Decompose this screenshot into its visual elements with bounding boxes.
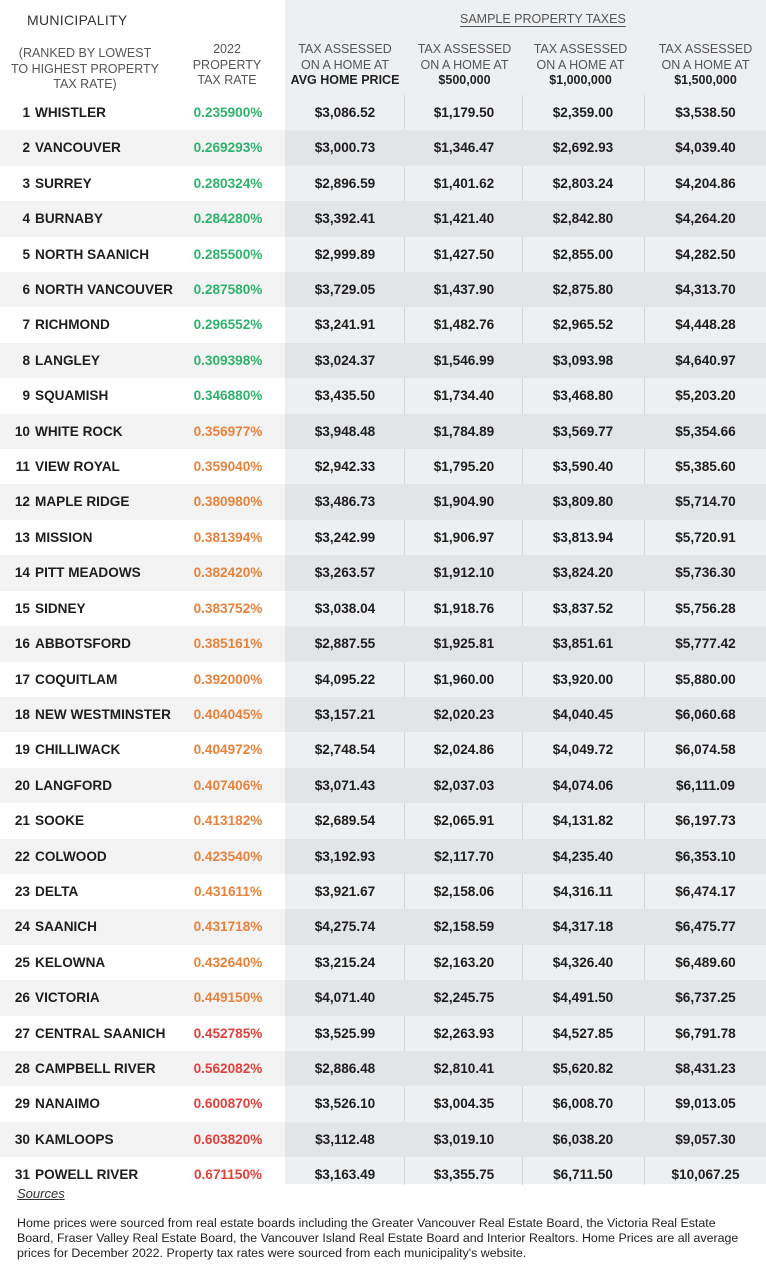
tax-500k-cell: $1,912.10 [433,565,495,581]
table-row [0,343,766,378]
tax-1m-cell: $5,620.82 [552,1060,614,1076]
tax-1-5m-cell: $5,714.70 [675,494,736,510]
tax-500k-cell: $1,960.00 [433,671,495,687]
municipality-cell: DELTA [35,883,79,899]
tax-rate-cell: 0.380980% [193,494,263,510]
table-row [0,768,766,803]
municipality-cell: WHISTLER [35,105,106,120]
avg-tax-cell: $3,263.57 [314,565,376,581]
tax-rate-cell: 0.423540% [193,848,263,864]
tax-1-5m-cell: $6,060.68 [675,706,736,722]
tax-1m-cell: $6,711.50 [553,1167,613,1183]
avg-tax-cell: $3,526.10 [314,1096,376,1112]
municipality-cell: WHITE ROCK [35,423,123,439]
tax-rate-cell: 0.431611% [193,883,263,899]
tax-1m-cell: $2,855.00 [552,246,614,262]
tax-1m-cell: $2,842.80 [552,211,614,227]
tax-rate-cell: 0.383752% [193,600,263,616]
rank-cell: 29 [14,1096,30,1112]
tax-1-5m-cell: $6,074.58 [675,742,736,758]
tax-1m-cell: $6,008.70 [552,1096,614,1112]
avg-tax-cell: $3,435.50 [314,388,376,404]
tax-1-5m-cell: $6,737.25 [675,990,736,1006]
table-row [0,874,766,909]
tax-1-5m-cell: $6,474.17 [675,883,736,899]
tax-1m-cell: $2,965.52 [552,317,614,333]
tax-rate-cell: 0.600870% [193,1096,263,1112]
table-row [0,555,766,590]
tax-500k-cell: $1,906.97 [433,529,495,545]
tax-500k-cell: $2,163.20 [433,954,495,970]
tax-1m-cell: $3,809.80 [552,494,614,510]
municipality-cell: LANGLEY [35,352,100,368]
table-row [0,980,766,1015]
table-row [0,95,766,130]
tax-rate-cell: 0.382420% [193,565,263,581]
rank-cell: 16 [14,636,30,652]
municipality-cell: PITT MEADOWS [35,565,141,581]
tax-rate-cell: 0.562082% [193,1060,263,1076]
avg-tax-cell: $3,729.05 [314,282,376,298]
tax-1-5m-cell: $4,264.20 [675,211,736,227]
tax-1m-cell: $4,131.82 [552,813,614,829]
rank-cell: 24 [14,919,30,935]
table-row [0,803,766,838]
tax-1m-cell: $3,093.98 [552,352,614,368]
tax-500k-cell: $2,263.93 [433,1025,495,1041]
tax-1-5m-cell: $5,880.00 [675,671,736,687]
municipality-cell: NORTH SAANICH [35,246,150,262]
tax-1-5m-cell: $6,353.10 [675,848,736,864]
tax-1m-cell: $3,468.80 [552,388,614,404]
tax-1m-cell: $2,803.24 [552,175,614,191]
tax-500k-cell: $2,810.41 [433,1060,495,1076]
tax-1-5m-cell: $5,203.20 [675,388,736,404]
rank-note-header: (RANKED BY LOWEST TO HIGHEST PROPERTY TAX RATE) [11,46,159,91]
tax-rate-cell: 0.671150% [193,1167,263,1183]
municipality-cell: BURNABY [35,211,103,227]
municipality-cell: VICTORIA [35,990,100,1006]
rank-cell: 10 [14,423,30,439]
tax-1-5m-cell: $3,538.50 [675,105,736,120]
avg-tax-cell: $3,038.04 [314,600,376,616]
rank-cell: 4 [22,211,30,227]
municipality-cell: VANCOUVER [35,140,121,156]
avg-tax-cell: $3,163.49 [314,1167,376,1183]
tax-rate-cell: 0.407406% [193,777,263,793]
tax-1-5m-cell: $4,039.40 [675,140,736,156]
tax-rate-cell: 0.356977% [193,423,263,439]
tax-1m-cell: $6,038.20 [552,1131,614,1147]
tax-1-5m-cell: $5,354.66 [675,423,736,439]
rank-cell: 12 [14,494,30,510]
tax-500k-cell: $1,918.76 [433,600,495,616]
tax-rate-cell: 0.413182% [193,813,263,829]
table-row [0,520,766,555]
avg-tax-cell: $3,157.21 [314,706,376,722]
tax-1m-cell: $4,491.50 [552,990,614,1006]
tax-500k-cell: $2,020.23 [433,706,495,722]
rank-cell: 27 [14,1025,30,1041]
table-row [0,662,766,697]
tax-1-5m-cell: $4,448.28 [675,317,736,333]
table-row [0,1051,766,1086]
avg-price-header: TAX ASSESSED ON A HOME AT AVG HOME PRICE [290,42,400,87]
tax-1-5m-cell: $9,013.05 [675,1096,736,1112]
table-row [0,1122,766,1157]
table-row [0,909,766,944]
tax-1-5m-cell: $5,736.30 [675,565,736,581]
rank-cell: 28 [14,1060,30,1076]
avg-tax-cell: $3,392.41 [314,211,376,227]
avg-tax-cell: $3,086.52 [314,105,376,120]
rank-cell: 30 [14,1131,30,1147]
tax-1-5m-cell: $5,720.91 [675,529,736,545]
tax-500k-cell: $2,037.03 [433,777,495,793]
municipality-cell: CENTRAL SAANICH [35,1025,166,1041]
tax-1m-cell: $4,040.45 [552,706,614,722]
table-row [0,1157,766,1192]
avg-tax-cell: $3,192.93 [314,848,376,864]
tax-rate-cell: 0.287580% [193,282,263,298]
tax-1m-cell: $3,813.94 [552,529,614,545]
rank-cell: 19 [14,742,30,758]
rank-cell: 15 [14,600,30,616]
500k-header: TAX ASSESSED ON A HOME AT $500,000 [417,42,512,87]
municipality-cell: CHILLIWACK [35,742,121,758]
tax-1-5m-cell: $5,777.42 [675,636,736,652]
table-row [0,945,766,980]
tax-rate-cell: 0.346880% [193,388,263,404]
avg-tax-cell: $2,999.89 [314,246,376,262]
tax-1-5m-cell: $6,111.09 [676,777,735,793]
tax-1m-cell: $2,692.93 [552,140,614,156]
tax-1m-cell: $4,326.40 [552,954,614,970]
rank-cell: 13 [14,529,30,545]
tax-1m-cell: $2,359.00 [552,105,614,120]
avg-tax-cell: $3,024.37 [314,352,376,368]
municipality-cell: CAMPBELL RIVER [35,1060,156,1076]
avg-tax-cell: $3,241.91 [314,317,376,333]
rank-cell: 22 [14,848,30,864]
tax-1-5m-cell: $5,756.28 [675,600,736,616]
municipality-cell: KAMLOOPS [35,1131,114,1147]
municipality-cell: COQUITLAM [35,671,118,687]
municipality-cell: SIDNEY [35,600,86,616]
table-row [0,449,766,484]
municipality-cell: MAPLE RIDGE [35,494,130,510]
table-row [0,201,766,236]
municipality-cell: ABBOTSFORD [35,636,131,652]
sources-link[interactable]: Sources [17,1186,65,1201]
avg-tax-cell: $2,887.55 [314,636,376,652]
rank-cell: 21 [14,813,30,829]
tax-rate-cell: 0.404045% [193,706,263,722]
avg-tax-cell: $3,242.99 [314,529,376,545]
table-body [0,95,766,1193]
rank-cell: 9 [22,388,30,404]
tax-1m-cell: $4,074.06 [552,777,614,793]
municipality-cell: VIEW ROYAL [35,459,120,475]
table-row [0,237,766,272]
rank-cell: 25 [14,954,30,970]
table-row [0,130,766,165]
tax-rate-cell: 0.385161% [193,636,263,652]
sample-taxes-header: SAMPLE PROPERTY TAXES [460,12,626,26]
rank-cell: 14 [14,565,30,581]
tax-500k-cell: $2,245.75 [433,990,495,1006]
tax-500k-cell: $3,355.75 [433,1167,495,1183]
municipality-cell: LANGFORD [35,777,113,793]
tax-1-5m-cell: $4,640.97 [675,352,736,368]
tax-1-5m-cell: $10,067.25 [671,1167,740,1183]
avg-tax-cell: $3,071.43 [314,777,376,793]
tax-1m-cell: $4,235.40 [552,848,614,864]
municipality-cell: COLWOOD [35,848,107,864]
table-row [0,378,766,413]
municipality-header: MUNICIPALITY [27,12,128,28]
avg-tax-cell: $3,525.99 [314,1025,376,1041]
municipality-cell: KELOWNA [35,954,106,970]
tax-500k-cell: $1,421.40 [433,211,495,227]
avg-tax-cell: $3,215.24 [314,954,376,970]
tax-rate-cell: 0.431718% [193,919,263,935]
rank-cell: 11 [15,459,30,475]
tax-1m-cell: $3,590.40 [552,459,614,475]
table-row [0,839,766,874]
tax-1m-cell: $3,920.00 [552,671,614,687]
table-row [0,166,766,201]
tax-500k-cell: $3,004.35 [433,1096,495,1112]
tax-1-5m-cell: $6,791.78 [675,1025,736,1041]
table-row [0,414,766,449]
tax-1m-cell: $3,851.61 [552,636,614,652]
tax-rate-cell: 0.603820% [193,1131,263,1147]
avg-tax-cell: $3,948.48 [314,423,376,439]
avg-tax-cell: $3,921.67 [314,883,376,899]
tax-rate-cell: 0.449150% [193,990,263,1006]
tax-500k-cell: $1,346.47 [433,140,495,156]
tax-rate-cell: 0.296552% [193,317,263,333]
avg-tax-cell: $2,689.54 [314,813,376,829]
tax-rate-cell: 0.284280% [193,211,263,227]
table-row [0,732,766,767]
tax-500k-cell: $1,734.40 [433,388,495,404]
tax-1-5m-cell: $5,385.60 [675,459,736,475]
tax-1-5m-cell: $6,489.60 [675,954,736,970]
municipality-cell: NANAIMO [35,1096,100,1112]
municipality-cell: NEW WESTMINSTER [35,706,171,722]
avg-tax-cell: $3,000.73 [314,140,376,156]
municipality-cell: RICHMOND [35,317,110,333]
tax-rate-cell: 0.432640% [193,954,263,970]
tax-rate-cell: 0.381394% [193,529,263,545]
tax-500k-cell: $1,437.90 [433,282,495,298]
avg-tax-cell: $2,942.33 [314,459,376,475]
tax-rate-header: 2022 PROPERTY TAX RATE [192,42,262,87]
tax-1m-cell: $4,527.85 [552,1025,614,1041]
tax-rate-cell: 0.285500% [193,246,263,262]
tax-1-5m-cell: $6,197.73 [675,813,736,829]
avg-tax-cell: $3,112.48 [315,1131,375,1147]
tax-500k-cell: $2,158.06 [433,883,495,899]
tax-500k-cell: $1,795.20 [433,459,495,475]
table-row [0,272,766,307]
rank-cell: 3 [22,175,30,191]
avg-tax-cell: $4,275.74 [314,919,376,935]
tax-500k-cell: $2,117.70 [434,848,494,864]
municipality-cell: SAANICH [35,919,97,935]
avg-tax-cell: $3,486.73 [314,494,376,510]
avg-tax-cell: $2,896.59 [314,175,376,191]
tax-1m-cell: $4,317.18 [552,919,614,935]
municipality-cell: NORTH VANCOUVER [35,282,173,298]
tax-1m-cell: $4,316.11 [553,883,613,899]
tax-500k-cell: $1,784.89 [433,423,495,439]
municipality-cell: POWELL RIVER [35,1167,139,1183]
1m-header: TAX ASSESSED ON A HOME AT $1,000,000 [533,42,628,87]
tax-1m-cell: $4,049.72 [552,742,614,758]
rank-cell: 26 [14,990,30,1006]
table-row [0,591,766,626]
tax-500k-cell: $1,925.81 [433,636,495,652]
tax-1-5m-cell: $6,475.77 [675,919,736,935]
tax-500k-cell: $2,024.86 [433,742,495,758]
rank-cell: 5 [22,246,30,262]
tax-500k-cell: $1,546.99 [433,352,495,368]
rank-cell: 31 [14,1167,30,1183]
avg-tax-cell: $2,886.48 [314,1060,376,1076]
tax-1-5m-cell: $8,431.23 [675,1060,736,1076]
table-row [0,1016,766,1051]
tax-rate-cell: 0.269293% [193,140,263,156]
rank-cell: 17 [14,671,30,687]
tax-rate-cell: 0.359040% [193,459,263,475]
tax-500k-cell: $1,904.90 [433,494,495,510]
tax-1-5m-cell: $4,204.86 [675,175,736,191]
municipality-cell: SQUAMISH [35,388,109,404]
tax-500k-cell: $1,427.50 [433,246,495,262]
table-row [0,626,766,661]
1-5m-header: TAX ASSESSED ON A HOME AT $1,500,000 [658,42,753,87]
tax-1-5m-cell: $4,313.70 [675,282,736,298]
tax-1-5m-cell: $4,282.50 [675,246,736,262]
rank-cell: 6 [22,282,30,298]
table-row [0,484,766,519]
tax-1m-cell: $3,824.20 [552,565,614,581]
table-row [0,697,766,732]
rank-cell: 8 [22,352,30,368]
tax-1m-cell: $3,569.77 [552,423,614,439]
tax-rate-cell: 0.452785% [193,1025,263,1041]
tax-1m-cell: $2,875.80 [552,282,614,298]
rank-cell: 20 [14,777,30,793]
tax-rate-cell: 0.280324% [193,175,263,191]
sources-note: Home prices were sourced from real estate boards including the Greater Vancouver Real Estate Board, the Victoria Real Estate Board, Fraser Valley Real Estate Board, the Vancouver Island Real Estate Board and Interior Realtors. Home Prices are all average prices for December 2022. Property tax rates were sourced from each municipality's website. [17,1216,739,1261]
tax-500k-cell: $2,158.59 [433,919,495,935]
rank-cell: 1 [22,105,30,120]
tax-rate-cell: 0.309398% [193,352,263,368]
tax-500k-cell: $2,065.91 [433,813,495,829]
table-row [0,1086,766,1121]
table-row [0,307,766,342]
rank-cell: 7 [22,317,30,333]
avg-tax-cell: $4,071.40 [314,990,376,1006]
tax-1-5m-cell: $9,057.30 [675,1131,736,1147]
tax-500k-cell: $1,482.76 [433,317,495,333]
tax-rate-cell: 0.235900% [193,105,263,120]
avg-tax-cell: $2,748.54 [314,742,376,758]
municipality-cell: MISSION [35,529,93,545]
tax-500k-cell: $1,179.50 [433,105,495,120]
rank-cell: 2 [22,140,30,156]
rank-cell: 23 [14,883,30,899]
avg-tax-cell: $4,095.22 [314,671,376,687]
tax-500k-cell: $1,401.62 [433,175,495,191]
municipality-cell: SURREY [35,175,92,191]
rank-cell: 18 [14,706,30,722]
tax-rate-cell: 0.392000% [193,671,263,687]
municipality-cell: SOOKE [35,813,85,829]
tax-500k-cell: $3,019.10 [433,1131,495,1147]
tax-1m-cell: $3,837.52 [552,600,614,616]
tax-rate-cell: 0.404972% [193,742,263,758]
